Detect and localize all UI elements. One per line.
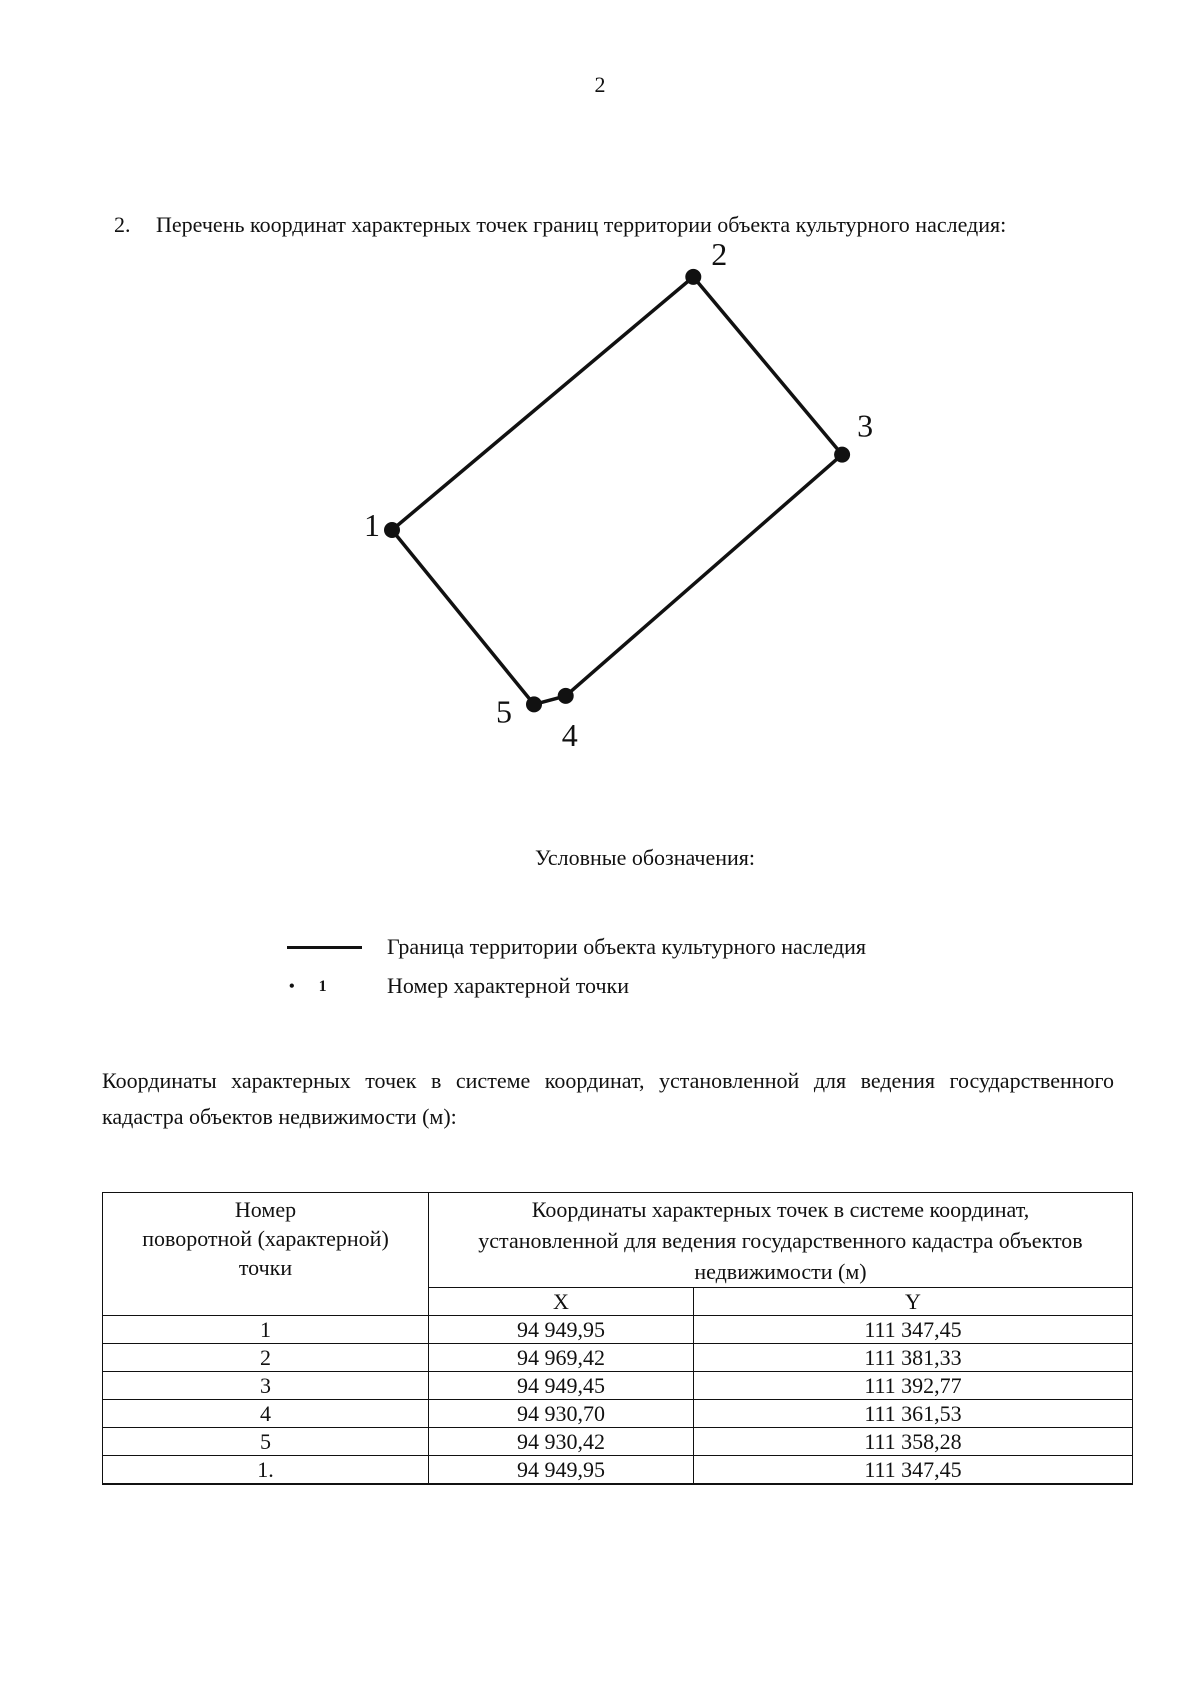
point-label-2: 2 <box>711 235 728 272</box>
cell-point-number: 5 <box>103 1428 429 1456</box>
legend-boundary <box>287 934 866 960</box>
boundary-polygon <box>392 277 842 705</box>
table-row <box>103 1372 1133 1400</box>
cell-y: 111 381,33 <box>694 1344 1133 1372</box>
table-row <box>103 1344 1133 1372</box>
cell-point-number: 2 <box>103 1344 429 1372</box>
legend-line-icon <box>287 946 362 949</box>
header-x: X <box>429 1288 694 1316</box>
boundary-point-3 <box>834 447 850 463</box>
cell-point-number: 4 <box>103 1400 429 1428</box>
point-label-5: 5 <box>496 693 512 730</box>
cell-point-number: 1. <box>103 1456 429 1485</box>
coordinates-table <box>102 1192 1133 1485</box>
header-coords-line: Координаты характерных точек в системе координат, <box>531 1197 1030 1222</box>
cell-x: 94 969,42 <box>429 1344 694 1372</box>
legend-point-label: Номер характерной точки <box>387 973 629 998</box>
cell-x: 94 930,42 <box>429 1428 694 1456</box>
point-label-1: 1 <box>364 507 380 543</box>
legend-point-icon: • 1 <box>289 978 337 995</box>
header-number-line: Номер <box>234 1197 297 1222</box>
cell-x: 94 949,45 <box>429 1372 694 1400</box>
header-coordinates <box>429 1193 1133 1288</box>
cell-y: 111 392,77 <box>694 1372 1133 1400</box>
cell-point-number: 3 <box>103 1372 429 1400</box>
header-number-line: точки <box>238 1255 293 1280</box>
page-number: 2 <box>594 72 606 97</box>
boundary-point-4 <box>558 688 574 704</box>
cell-y: 111 361,53 <box>694 1400 1133 1428</box>
legend-title: Условные обозначения: <box>534 845 756 870</box>
table-row <box>103 1456 1133 1485</box>
cell-x: 94 949,95 <box>429 1316 694 1344</box>
cell-y: 111 347,45 <box>694 1316 1133 1344</box>
cell-y: 111 358,28 <box>694 1428 1133 1456</box>
header-point-number <box>103 1193 429 1316</box>
legend-boundary-label: Граница территории объекта культурного наследия <box>387 934 867 959</box>
boundary-point-2 <box>685 269 701 285</box>
boundary-diagram <box>0 0 1200 800</box>
section-title: Перечень координат характерных точек границ территории объекта культурного наследия: <box>156 212 1007 237</box>
coordinates-paragraph: Координаты характерных точек в системе координат, установленной для ведения государственного кадастра объектов недвижимости (м): <box>102 1068 1114 1129</box>
cell-x: 94 949,95 <box>429 1456 694 1485</box>
header-coords-line: недвижимости (м) <box>694 1259 867 1284</box>
header-number-line: поворотной (характерной) <box>142 1226 389 1251</box>
legend-boundary-symbol <box>287 937 387 957</box>
point-label-3: 3 <box>857 407 874 444</box>
legend-point <box>287 973 629 999</box>
cell-x: 94 930,70 <box>429 1400 694 1428</box>
cell-y: 111 347,45 <box>694 1456 1133 1485</box>
table-row <box>103 1316 1133 1344</box>
boundary-point-1 <box>384 522 400 538</box>
table-row <box>103 1428 1133 1456</box>
section-number: 2. <box>114 212 131 237</box>
cell-point-number: 1 <box>103 1316 429 1344</box>
header-coords-line: установленной для ведения государственного кадастра объектов <box>478 1228 1083 1253</box>
table-row <box>103 1400 1133 1428</box>
point-label-4: 4 <box>561 716 578 753</box>
header-y: Y <box>694 1288 1133 1316</box>
legend-point-symbol <box>287 976 387 996</box>
boundary-point-5 <box>526 696 542 712</box>
